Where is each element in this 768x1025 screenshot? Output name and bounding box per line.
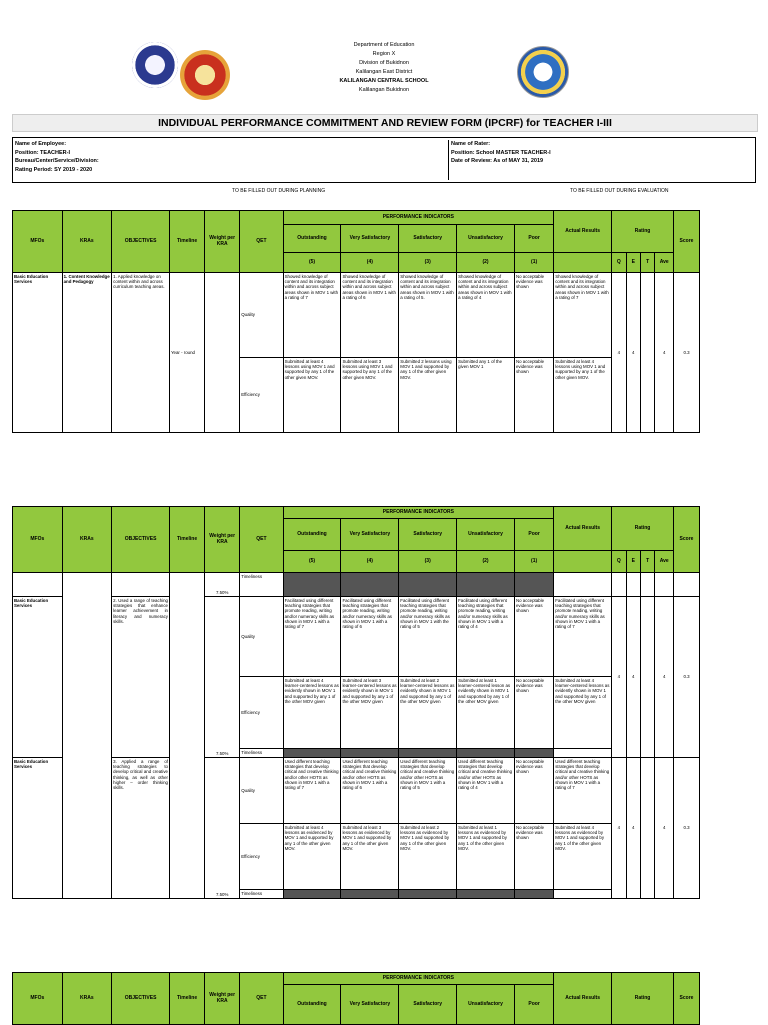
rating-ave: Ave	[655, 551, 674, 573]
indicator-cell-empty	[399, 749, 457, 758]
employee-info	[15, 140, 99, 174]
mfo-cell	[13, 573, 63, 597]
agency-line: Department of Education	[353, 42, 415, 48]
indicator-cell: Showed knowledge of content and its integration within and across subject areas shown in MOV 1 with a rating of 6	[341, 273, 399, 358]
indicator-cell: Submitted at least 4 lessons using MOV 1 and supported by any 1 of the other given MOV.	[283, 358, 341, 433]
weight-cell: 7.50%	[205, 573, 240, 597]
level-unsatisfactory: Unsatisfactory	[457, 225, 515, 253]
division-seal-logo	[180, 50, 230, 100]
indicator-cell: Used different teaching strategies that develop critical and creative thinking and/or other HOTS as shown in MOV 1 with a rating of 6	[341, 758, 399, 824]
indicator-cell-empty	[341, 890, 399, 899]
indicator-cell: Submitted at least 4 lessons as evidenced by MOV 1 and supported by any 1 of the other given MOV.	[283, 824, 341, 890]
level-poor: Poor	[514, 519, 553, 551]
rating-q: Q	[612, 253, 626, 273]
scale-1: (1)	[514, 551, 553, 573]
indicator-cell: Used different teaching strategies that develop critical and creative thinking and/or other HOTS as shown in MOV 1 with a rating of 5	[399, 758, 457, 824]
qet-timeliness: Timeliness	[240, 573, 283, 597]
rating-e-value: 4	[626, 758, 640, 899]
actual-blank	[554, 551, 612, 573]
performance-indicators-header: PERFORMANCE INDICATORS	[283, 507, 554, 519]
rating-t-value	[640, 273, 654, 433]
col-weight: Weight per KRA	[205, 507, 240, 573]
rater-name: Name of Rater:	[451, 141, 491, 147]
employee-info-box	[12, 137, 756, 183]
level-poor: Poor	[514, 225, 553, 253]
scale-2: (2)	[457, 253, 515, 273]
qet-timeliness: Timeliness	[240, 749, 283, 758]
indicator-cell-empty	[457, 890, 515, 899]
scale-2: (2)	[457, 551, 515, 573]
rating-t-value	[640, 758, 654, 899]
actual-result-cell	[554, 890, 612, 899]
actual-result-cell: Showed knowledge of content and its integration within and across subject areas shown in MOV 1 with a rating of 7	[554, 273, 612, 358]
level-satisfactory: Satisfactory	[399, 519, 457, 551]
indicator-cell: Used different teaching strategies that develop critical and creative thinking and/or other HOTS as shown in MOV 1 with a rating of 7	[283, 758, 341, 824]
indicator-cell: Submitted at least 3 learner-centered lessons as evidently shown in MOV 1 and supported by any 1 of the other MOV given	[341, 677, 399, 749]
col-mfos: MFOs	[13, 507, 63, 573]
actual-blank	[554, 253, 612, 273]
rating-cell	[612, 573, 626, 597]
indicator-cell-empty	[341, 573, 399, 597]
deped-seal-logo	[132, 42, 178, 88]
indicator-cell-empty	[514, 749, 553, 758]
indicator-cell-empty	[399, 890, 457, 899]
timeline-cell	[170, 573, 205, 899]
performance-table-1	[12, 210, 700, 433]
col-objectives: OBJECTIVES	[112, 211, 170, 273]
rating-cell	[640, 573, 654, 597]
agency-line: Kalilangan East District	[355, 69, 413, 75]
form-title: INDIVIDUAL PERFORMANCE COMMITMENT AND REVIEW FORM (IPCRF) for TEACHER I-III	[12, 114, 758, 132]
actual-result-cell: Submitted at least 4 lessons using MOV 1 and supported by any 1 of the other given MOV.	[554, 358, 612, 433]
indicator-cell: Submitted at least 2 learner-centered lessons as evidently shown in MOV 1 and supported by any 1 of the other MOV given	[399, 677, 457, 749]
col-kras: KRAs	[62, 973, 112, 1025]
col-qet: QET	[240, 507, 283, 573]
weight-cell	[205, 273, 240, 433]
employee-name: Name of Employee:	[15, 141, 67, 147]
indicator-cell: No acceptable evidence was shown	[514, 824, 553, 890]
school-name: KALILANGAN CENTRAL SCHOOL	[339, 78, 429, 84]
rating-cell	[655, 573, 674, 597]
indicator-cell-empty	[457, 749, 515, 758]
indicator-cell-empty	[514, 890, 553, 899]
col-rating: Rating	[612, 507, 674, 551]
level-outstanding: Outstanding	[283, 519, 341, 551]
actual-result-cell: Used different teaching strategies that develop critical and creative thinking and/or other HOTS as shown in MOV 1 with a rating of 7	[554, 758, 612, 824]
col-qet: QET	[240, 211, 283, 273]
actual-result-cell: Submitted at least 4 learner-centered lessons as evidently shown in MOV 1 and supported by any 1 of the other MOV given	[554, 677, 612, 749]
rating-ave-value: 4	[655, 758, 674, 899]
rating-q: Q	[612, 551, 626, 573]
actual-result-cell	[554, 573, 612, 597]
objective-cell: 3. Applied a range of teaching strategies to develop critical and creative thinking, as well as other higher – order thinking skills.	[112, 758, 170, 899]
level-satisfactory: Satisfactory	[399, 985, 457, 1025]
weight-cell: 7.50%	[205, 597, 240, 758]
qet-efficiency: Efficiency	[240, 358, 283, 433]
qet-efficiency: Efficiency	[240, 677, 283, 749]
level-very-satisfactory: Very Satisfactory	[341, 519, 399, 551]
indicator-cell: Facilitated using different teaching strategies that promote reading, writing and/or numeracy skills as shown in MOV 1 with the rating of 5	[399, 597, 457, 677]
evaluation-note: TO BE FILLED OUT DURING EVALUATION	[570, 188, 669, 194]
rating-cell	[626, 573, 640, 597]
rating-e-value: 4	[626, 597, 640, 758]
level-outstanding: Outstanding	[283, 985, 341, 1025]
col-timeline: Timeline	[170, 211, 205, 273]
level-unsatisfactory: Unsatisfactory	[457, 519, 515, 551]
rating-q-value: 4	[612, 758, 626, 899]
qet-quality: Quality	[240, 597, 283, 677]
indicator-cell-empty	[283, 749, 341, 758]
col-kras: KRAs	[62, 507, 112, 573]
objective-cell: 1. Applied knowledge on content within and across curriculum teaching areas.	[112, 273, 170, 433]
scale-3: (3)	[399, 551, 457, 573]
col-rating: Rating	[612, 973, 674, 1025]
scale-5: (5)	[283, 253, 341, 273]
indicator-cell: No acceptable evidence was shown	[514, 273, 553, 358]
indicator-cell: Used different teaching strategies that develop critical and creative thinking and/or other HOTS as shown in MOV 1 with a rating of 4	[457, 758, 515, 824]
score-value: 0.3	[674, 758, 700, 899]
indicator-cell-empty	[283, 890, 341, 899]
indicator-cell: Facilitated using different teaching strategies that promote reading, writing and/or numeracy skills as shown in MOV 1 with a rating of 7	[283, 597, 341, 677]
scale-5: (5)	[283, 551, 341, 573]
mfo-cell: Basic Education Services	[13, 758, 63, 899]
indicator-cell-empty	[341, 749, 399, 758]
rating-t-value	[640, 597, 654, 758]
indicator-cell-empty	[283, 573, 341, 597]
employee-bureau: Bureau/Center/Service/Division:	[15, 158, 99, 164]
indicator-cell: No acceptable evidence was shown	[514, 758, 553, 824]
qet-efficiency: Efficiency	[240, 824, 283, 890]
kra-cell: 1. Content Knowledge and Pedagogy	[62, 273, 112, 433]
col-objectives: OBJECTIVES	[112, 507, 170, 573]
timeline-cell: Year - round	[170, 273, 205, 433]
actual-result-cell: Facilitated using different teaching strategies that promote reading, writing and/or numeracy skills as shown in MOV 1 with a rating of 7	[554, 597, 612, 677]
col-qet: QET	[240, 973, 283, 1025]
rating-e: E	[626, 551, 640, 573]
agency-header	[234, 41, 534, 95]
col-objectives: OBJECTIVES	[112, 973, 170, 1025]
col-weight: Weight per KRA	[205, 211, 240, 273]
indicator-cell-empty	[514, 573, 553, 597]
indicator-cell: No acceptable evidence was shown	[514, 597, 553, 677]
qet-timeliness: Timeliness	[240, 890, 283, 899]
col-actual-results: Actual Results	[554, 211, 612, 253]
col-mfos: MFOs	[13, 973, 63, 1025]
indicator-cell: No acceptable evidence was shown	[514, 358, 553, 433]
agency-line: Kalilangan Bukidnon	[358, 87, 410, 93]
indicator-cell: Submitted 2 lessons using MOV 1 and supported by any 1 of the other given MOV.	[399, 358, 457, 433]
col-mfos: MFOs	[13, 211, 63, 273]
score-value: 0.3	[674, 597, 700, 758]
indicator-cell: Submitted at least 3 lessons using MOV 1 and supported by any 1 of the other given MOV.	[341, 358, 399, 433]
qet-quality: Quality	[240, 758, 283, 824]
level-very-satisfactory: Very Satisfactory	[341, 225, 399, 253]
level-satisfactory: Satisfactory	[399, 225, 457, 253]
col-score: Score	[674, 507, 700, 573]
performance-table-3	[12, 972, 700, 1025]
mfo-cell: Basic Education Services	[13, 273, 63, 433]
indicator-cell: No acceptable evidence was shown	[514, 677, 553, 749]
indicator-cell: Facilitated using different teaching strategies that promote reading, writing and/or numeracy skills as shown in MOV 1 with a rating of 4	[457, 597, 515, 677]
indicator-cell-empty	[399, 573, 457, 597]
col-score: Score	[674, 973, 700, 1025]
col-rating: Rating	[612, 211, 674, 253]
indicator-cell: Submitted at least 1 lessons as evidenced by MOV 1 and supported by any 1 of the other given MOV.	[457, 824, 515, 890]
weight-cell: 7.50%	[205, 758, 240, 899]
mfo-cell: Basic Education Services	[13, 597, 63, 758]
performance-indicators-header: PERFORMANCE INDICATORS	[283, 973, 554, 985]
scale-4: (4)	[341, 551, 399, 573]
indicator-cell: Facilitated using different teaching strategies that promote reading, writing and/or numeracy skills as shown in MOV 1 with a rating of 6	[341, 597, 399, 677]
qet-quality: Quality	[240, 273, 283, 358]
indicator-cell: Submitted at least 2 lessons as evidenced by MOV 1 and supported by any 1 of the other given MOV.	[399, 824, 457, 890]
level-very-satisfactory: Very Satisfactory	[341, 985, 399, 1025]
indicator-cell: Submitted any 1 of the given MOV 1	[457, 358, 515, 433]
scale-3: (3)	[399, 253, 457, 273]
col-kras: KRAs	[62, 211, 112, 273]
col-weight: Weight per KRA	[205, 973, 240, 1025]
employee-position: Position: TEACHER-I	[15, 149, 70, 156]
actual-result-cell: Submitted at least 4 lessons as evidenced by MOV 1 and supported by any 1 of the other given MOV.	[554, 824, 612, 890]
indicator-cell: Submitted at least 1 learner-centered lesson as evidently shown in MOV 1 and supported by any 1 of the other MOV given	[457, 677, 515, 749]
rating-t: T	[640, 551, 654, 573]
agency-line: Region X	[372, 51, 396, 57]
rater-position: Position: School MASTER TEACHER-I	[451, 149, 551, 156]
indicator-cell: Showed knowledge of content and its integration within and across subject areas shown in MOV 1 with a rating of 5.	[399, 273, 457, 358]
performance-table-2	[12, 506, 700, 899]
indicator-cell: Showed knowledge of content and its integration within and across subject areas shown in MOV 1 with a rating of 4	[457, 273, 515, 358]
objective-cell: 2. Used a range of teaching strategies that enhance learner achievement in literacy and numeracy skills.	[112, 597, 170, 758]
indicator-cell-empty	[457, 573, 515, 597]
kra-cell	[62, 573, 112, 899]
rating-e-value: 4	[626, 273, 640, 433]
level-unsatisfactory: Unsatisfactory	[457, 985, 515, 1025]
agency-line: Division of Bukidnon	[359, 60, 409, 66]
review-date: Date of Review: As of MAY 31, 2019	[451, 158, 544, 164]
col-timeline: Timeline	[170, 507, 205, 573]
rating-period: Rating Period: SY 2019 - 2020	[15, 166, 93, 173]
scale-1: (1)	[514, 253, 553, 273]
rating-ave-value: 4	[655, 273, 674, 433]
level-outstanding: Outstanding	[283, 225, 341, 253]
performance-indicators-header: PERFORMANCE INDICATORS	[283, 211, 554, 225]
rater-info	[448, 140, 551, 180]
rating-t: T	[640, 253, 654, 273]
indicator-cell: Showed knowledge of content and its integration within and across subject areas shown in MOV 1 with a rating of 7	[283, 273, 341, 358]
col-timeline: Timeline	[170, 973, 205, 1025]
score-cell	[674, 573, 700, 597]
rating-q-value: 4	[612, 273, 626, 433]
col-score: Score	[674, 211, 700, 273]
rating-ave-value: 4	[655, 597, 674, 758]
actual-result-cell	[554, 749, 612, 758]
rating-ave: Ave	[655, 253, 674, 273]
col-actual-results: Actual Results	[554, 973, 612, 1025]
planning-note: TO BE FILLED OUT DURING PLANNING	[232, 188, 326, 194]
indicator-cell: Submitted at least 4 learner-centered lessons as evidently shown in MOV 1 and supported by any 1 of the other MOV given	[283, 677, 341, 749]
indicator-cell: Submitted at least 3 lessons as evidenced by MOV 1 and supported by any 1 of the other given MOV.	[341, 824, 399, 890]
rating-q-value: 4	[612, 597, 626, 758]
scale-4: (4)	[341, 253, 399, 273]
col-actual-results: Actual Results	[554, 507, 612, 551]
score-value: 0.3	[674, 273, 700, 433]
level-poor: Poor	[514, 985, 553, 1025]
objective-cell	[112, 573, 170, 597]
rating-e: E	[626, 253, 640, 273]
